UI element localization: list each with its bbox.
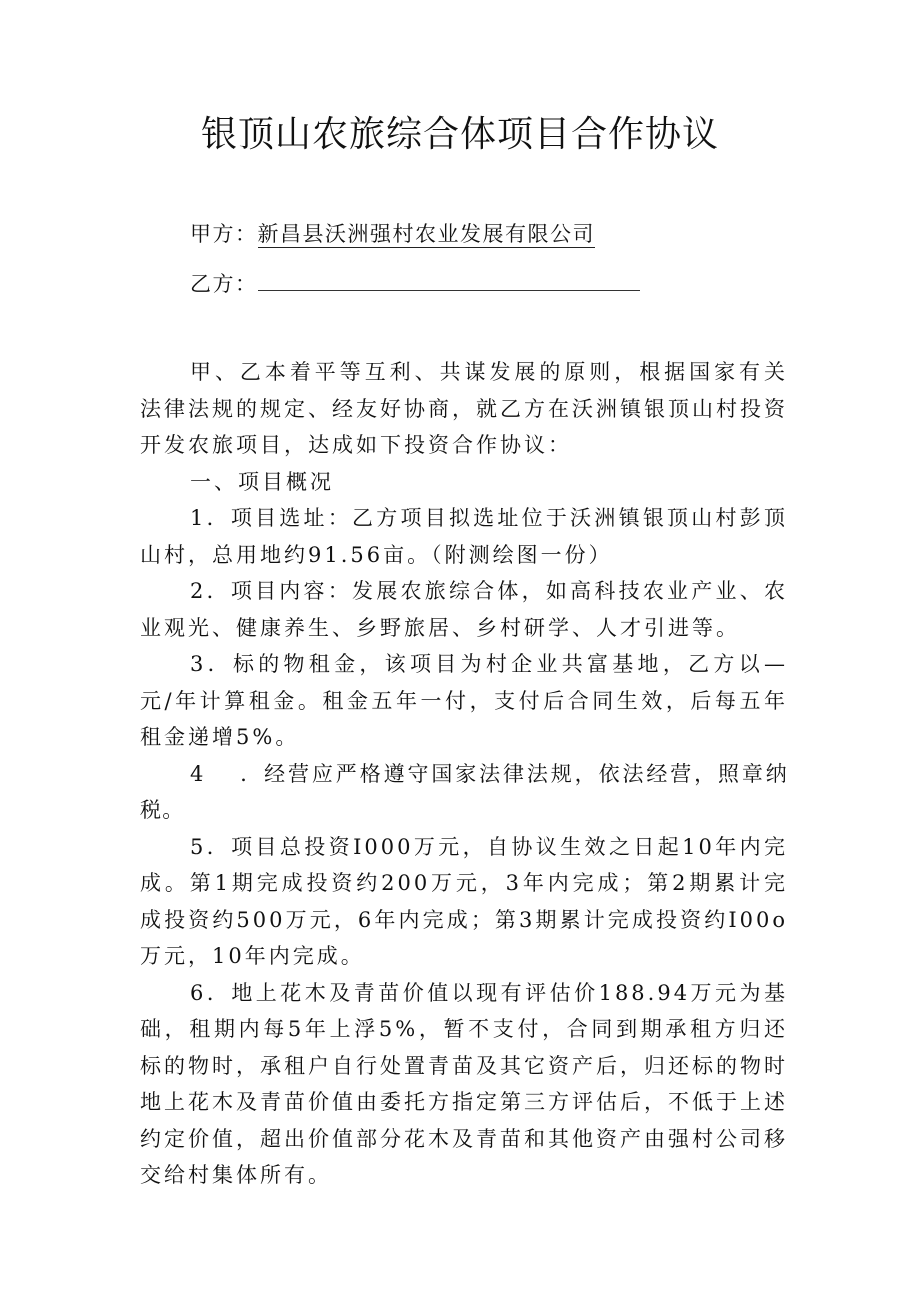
party-b-label: 乙方： [190,272,258,296]
section-heading: 一、项目概况 [190,469,334,494]
clause-2: 2．项目内容：发展农旅综合体，如高科技农业产业、农业观光、健康养生、乡野旅居、乡村研学、人才引进等。 [140,579,788,640]
clause-5: 5．项目总投资I000万元，自协议生效之日起10年内完成。第1期完成投资约200万元，3年内完成；第2期累计完成投资约500万元，6年内完成；第3期累计完成投资约I00o万元，10年内完成。 [140,834,788,968]
document-title: 银顶山农旅综合体项目合作协议 [200,114,719,155]
clause-4-number: 4 [190,761,205,786]
clause-4 [140,756,788,829]
clause-4-text: ．经营应严格遵守国家法律法规，依法经营，照章纳税。 [140,761,788,822]
intro-paragraph: 甲、乙本着平等互利、共谋发展的原则，根据国家有关法律法规的规定、经友好协商，就乙方在沃洲镇银顶山村投资开发农旅项目，达成如下投资合作协议： [140,360,788,457]
agreement-body [140,354,788,1194]
party-b-blank-field [258,272,640,291]
party-a-label: 甲方： [190,222,258,246]
clause-3: 3．标的物租金，该项目为村企业共富基地，乙方以—元/年计算租金。租金五年一付，支付后合同生效，后每五年租金递增5%。 [140,652,788,749]
clause-1: 1．项目选址：乙方项目拟选址位于沃洲镇银顶山村彭顶山村，总用地约91.56亩。（附测绘图一份） [140,506,788,567]
party-a-line [190,218,595,248]
party-a-name: 新昌县沃洲强村农业发展有限公司 [257,222,595,246]
party-b-line [190,268,640,298]
clause-6: 6．地上花木及青苗价值以现有评估价188.94万元为基础，租期内每5年上浮5%，暂不支付，合同到期承租方归还标的物时，承租户自行处置青苗及其它资产后，归还标的物时地上花木及青苗价值由委托方指定第三方评估后，不低于上述约定价值，超出价值部分花木及青苗和其他资产由强村公司移交给村集体所有。 [140,980,788,1187]
